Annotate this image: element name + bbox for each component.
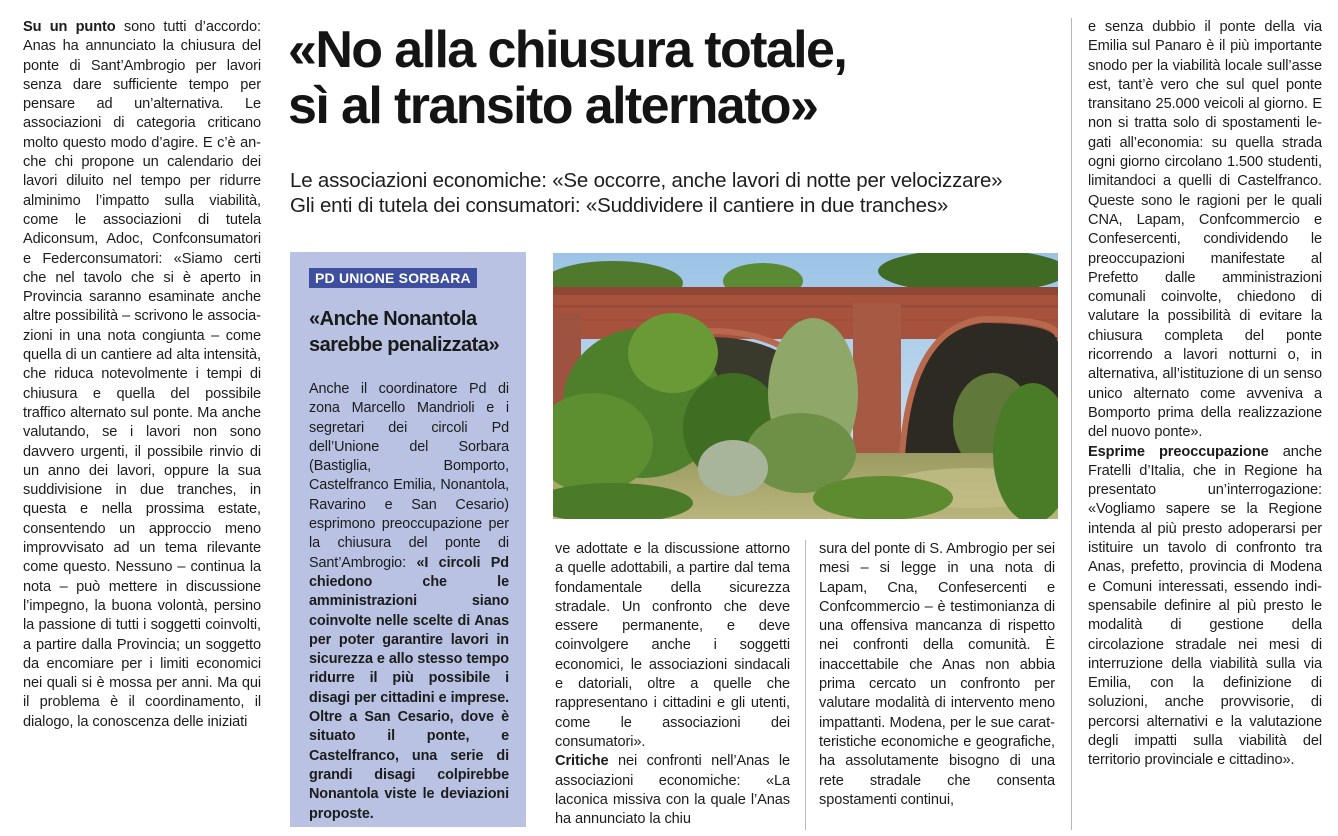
column-divider — [1071, 18, 1072, 830]
article-column-4 — [555, 540, 790, 829]
column-1-text: sono tutti d’accordo: Anas ha annunciato la chiusura del ponte di Sant’Ambrogio per lavori senza dare sufficiente tempo per pensare ad un’alternativa. Le associazioni di categoria criticano molto questo modo d’agire. E c’è anche chi propone un calendario dei lavori diluito nel tempo per ridurre alminimo l’impatto sulla viabilità, come le associazioni di tutela Adiconsum, Adoc, Confconsumatori e Federconsumatori: «Siamo certi che nel tavolo che si è aperto in Provincia saranno esaminate anche altre possibilità – scrivono le associazioni in una nota congiunta – come quella di un cantiere ad alta intensità, che riduca notevolmente i tempi di chiusura e quella del possibile traffico alternato sul ponte. Ma anche valutando, se i lavori non sono davvero urgenti, il possibile rinvio di un anno dei lavori, oppure la sua suddivisione in due tranches, in questa e nella prossima estate, consentendo un approccio meno improvvisato ad un tema rilevante come questo. Nessuno – continua la nota – può mettere in discussione l’impegno, la buona volontà, persino la passione di tutti i soggetti coinvolti, a partire dalla Provincia; un soggetto da encomiare per i limiti economici nei quali si è mossa per anni. Ma qui il problema è il coordinamento, il dialogo, la conoscenza delle iniziati — [23, 19, 261, 730]
headline-line-1: «No alla chiusura totale, — [288, 21, 847, 79]
article-column-5 — [819, 540, 1055, 810]
headline-line-2: sì al transito alternato» — [288, 77, 818, 135]
article-column-6 — [1088, 18, 1322, 771]
sidebar-text-normal: Anche il coordinatore Pd di zona Marcello Mandrioli e i segretari dei circoli Pd dell’Unione del Sorbara (Bastiglia, Bomporto, Castelfranco Emilia, Nonantola, Ravarino e San Cesario) esprimono preoccupazione per la chiusura del ponte di Sant’Ambrogio: — [309, 381, 509, 571]
column-6-paragraph-1 — [1088, 18, 1322, 443]
sidebar-text — [309, 380, 509, 824]
sidebar-title: «Anche Nonantola sarebbe penalizzata» — [309, 308, 500, 356]
column-6-text-1: e senza dubbio il ponte della via Emilia sul Panaro è il più importante snodo per la viabilità locale sull’asse est, tant’è vero che sul quel ponte transitano 25.000 veicoli al giorno. E non si tratta solo di spostamenti legati all’economia: su quella strada ogni giorno circolano 1.500 studenti, limitandoci a quelli di Castelfranco. Queste sono le ragioni per le quali CNA, Lapam, Confcommercio e Confesercenti, condividendo le preoccupazioni manifestate al Prefetto dalle amministrazioni comunali coinvolte, chiedono di valutare la possibilità di evitare la chiusura completa del ponte ricorrendo a lavori notturni o, in alternativa, all’istituzione di un senso unico alternato come avveniva a Bomporto prima della realizzazione del nuovo ponte». — [1088, 19, 1322, 441]
column-4-text-1: ve adottate e la discussione attorno a quelle adottabili, a partire dal tema fondamentale della sicurezza stradale. Un confronto che deve essere permanente, e deve coinvolgere anche i soggetti economici, le associazioni sindacali e datoriali, oltre a quelle che rappresentano i cittadini e gli utenti, come le associazioni dei consumatori». — [555, 541, 790, 750]
paragraph-lead: Esprime preoccupazione — [1088, 443, 1269, 460]
sidebar-box — [290, 252, 526, 827]
column-4-paragraph-1 — [555, 540, 790, 752]
column-4-paragraph-2 — [555, 752, 790, 829]
column-5-paragraph: sura del ponte di S. Ambrogio per sei mesi – si legge in una nota di Lapam, Cna, Confesercenti e Confcommercio – è testimonianza di una offensiva mancanza di rispetto nei confronti della comunità. È inaccettabile che Anas non abbia prima cercato un confronto per valutare modalità di intervento meno impattanti. Modena, per le sue caratteristiche economiche e geografiche, ha assolutamente bisogno di una rete stradale che consenta spostamenti continui, — [819, 541, 1055, 808]
bridge-photo-illustration — [553, 253, 1058, 519]
sidebar-text-bold: «I circoli Pd chiedono che le amministrazioni siano coinvolte nelle scelte di Anas per poter garantire lavori in sicurezza e allo stesso tempo ridurre il più possibile i disagi per cittadini e imprese. Oltre a San Cesario, dove è situato il ponte, e Castelfranco, una serie di grandi disagi colpirebbe Nonantola viste le deviazioni proposte. — [309, 554, 509, 822]
column-4-text-2: nei confronti nell’Anas le associazioni economiche: «La laconica missiva con la quale l’Anas ha annunciato la chiu — [555, 753, 790, 828]
article-column-1 — [23, 18, 261, 732]
column-1-paragraph — [23, 18, 261, 732]
subheadline-line-2: Gli enti di tutela dei consumatori: «Suddividere il cantiere in due tranches» — [290, 194, 949, 217]
column-divider — [805, 540, 806, 830]
paragraph-lead: Su un punto — [23, 19, 116, 35]
column-6-paragraph-2 — [1088, 443, 1322, 771]
paragraph-lead: Critiche — [555, 753, 609, 770]
bridge-photo — [553, 253, 1058, 519]
column-6-text-2: anche Fratelli d’Italia, che in Regione ha presentato un’interrogazione: «Vogliamo sapere se la Regione intenda al più presto adoperarsi per istituire un tavolo di confronto tra Anas, prefetto, provincia di Modena e Comuni interessati, essendo indispensabile definire al più presto le modalità di gestione della circolazione stradale nei mesi di interruzione della viabilità sulla via Emilia, con la definizione di soluzioni, anche provvisorie, di percorsi alternativi e la valutazione degli impatti sulla viabilità del territorio provinciale e cittadino». — [1088, 443, 1323, 769]
subheadline-line-1: Le associazioni economiche: «Se occorre, anche lavori di notte per velocizzare» — [290, 169, 1003, 192]
headline — [288, 22, 1068, 134]
sidebar-tag: PD UNIONE SORBARA — [309, 268, 477, 288]
